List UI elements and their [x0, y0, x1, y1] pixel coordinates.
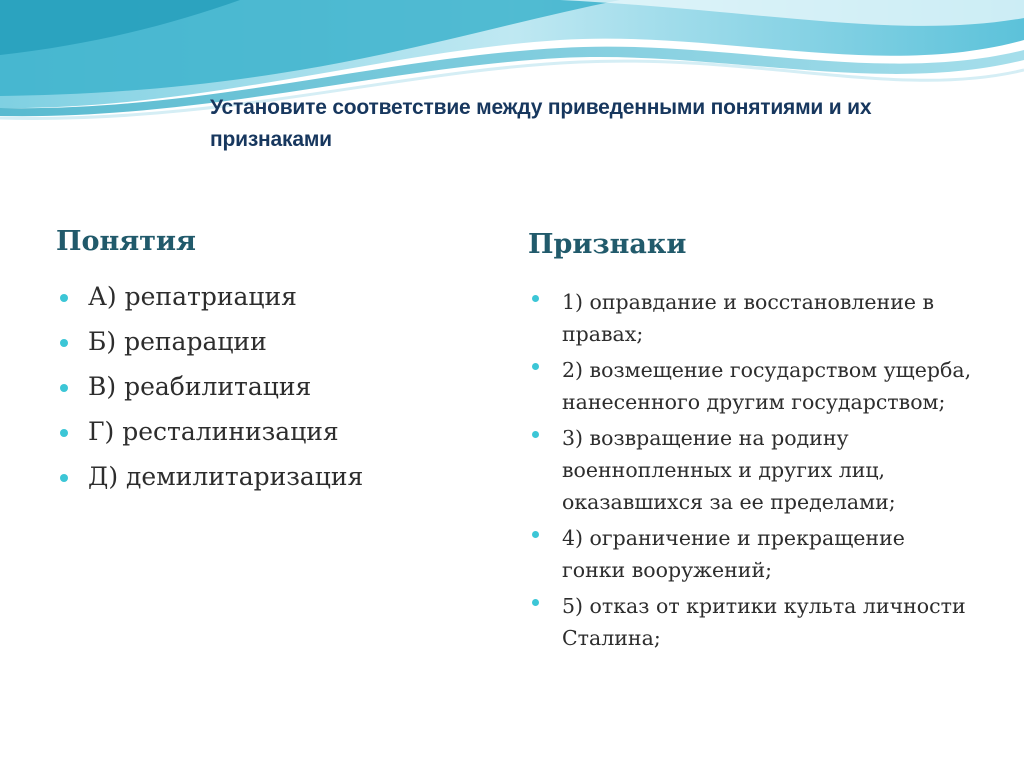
- concept-item-v: В) реабилитация: [60, 372, 480, 402]
- concepts-heading: Понятия: [56, 226, 196, 257]
- concept-item-g: Г) ресталинизация: [60, 417, 480, 447]
- feature-item-1: 1) оправдание и восстановление в правах;: [532, 286, 972, 350]
- features-list: [532, 286, 972, 658]
- features-heading: Признаки: [528, 229, 687, 260]
- slide-title: Установите соответствие между приведенными понятиями и их признаками: [210, 96, 872, 151]
- feature-item-2: 2) возмещение государством ущерба, нанесенного другим государством;: [532, 354, 972, 418]
- concept-item-b: Б) репарации: [60, 327, 480, 357]
- feature-item-4: 4) ограничение и прекращение гонки вооружений;: [532, 522, 972, 586]
- concepts-list: [60, 282, 480, 507]
- feature-item-5: 5) отказ от критики культа личности Сталина;: [532, 590, 972, 654]
- concept-item-d: Д) демилитаризация: [60, 462, 480, 492]
- feature-item-3: 3) возвращение на родину военнопленных и других лиц, оказавшихся за ее пределами;: [532, 422, 972, 518]
- concept-item-a: А) репатриация: [60, 282, 480, 312]
